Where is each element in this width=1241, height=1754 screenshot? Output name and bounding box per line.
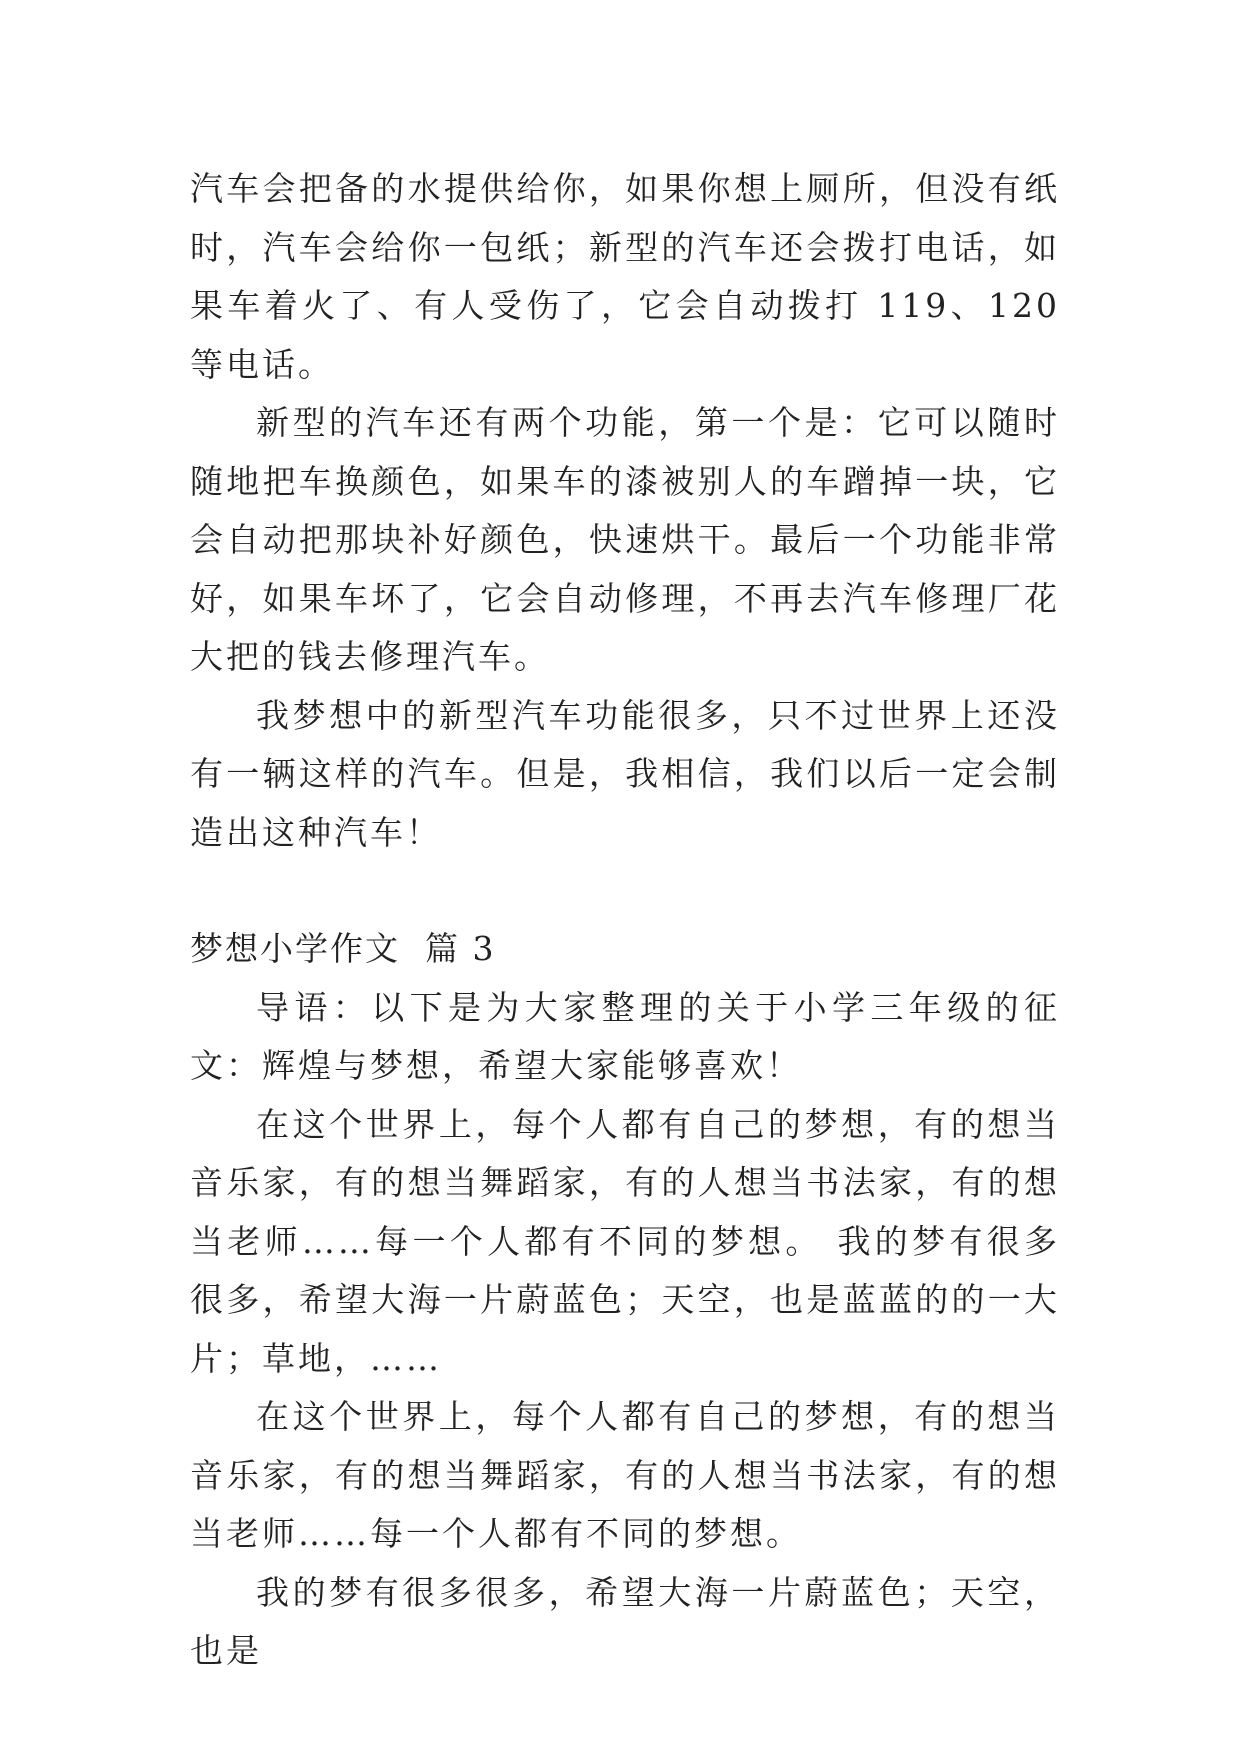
section-title: 梦想小学作文 篇 3: [190, 929, 496, 968]
paragraph: 在这个世界上，每个人都有自己的梦想，有的想当音乐家，有的想当舞蹈家，有的人想当书法家，有的想当老师……每一个人都有不同的梦想。 我的梦有很多很多，希望大海一片蔚蓝色；天空，也是蓝蓝的的一大片；草地，……: [190, 1104, 1060, 1378]
paragraph: 在这个世界上，每个人都有自己的梦想，有的想当音乐家，有的想当舞蹈家，有的人想当书法家，有的想当老师……每一个人都有不同的梦想。: [190, 1397, 1060, 1553]
paragraph: 新型的汽车还有两个功能，第一个是：它可以随时随地把车换颜色，如果车的漆被别人的车蹭掉一块，它会自动把那块补好颜色，快速烘干。最后一个功能非常好，如果车坏了，它会自动修理，不再去汽车修理厂花大把的钱去修理汽车。: [190, 403, 1060, 676]
document-body: [190, 160, 1060, 1681]
paragraph: 我的梦有很多很多，希望大海一片蔚蓝色；天空，也是: [190, 1572, 1060, 1670]
paragraph-continued: 汽车会把备的水提供给你，如果你想上厕所，但没有纸时，汽车会给你一包纸；新型的汽车还会拨打电话，如果车着火了、有人受伤了，它会自动拨打 119、120 等电话。: [190, 169, 1060, 384]
paragraph-intro: 导语：以下是为大家整理的关于小学三年级的征文：辉煌与梦想，希望大家能够喜欢！: [190, 987, 1060, 1085]
section-spacer: [190, 862, 1060, 920]
paragraph: 我梦想中的新型汽车功能很多，只不过世界上还没有一辆这样的汽车。但是，我相信，我们以后一定会制造出这种汽车！: [190, 695, 1060, 852]
